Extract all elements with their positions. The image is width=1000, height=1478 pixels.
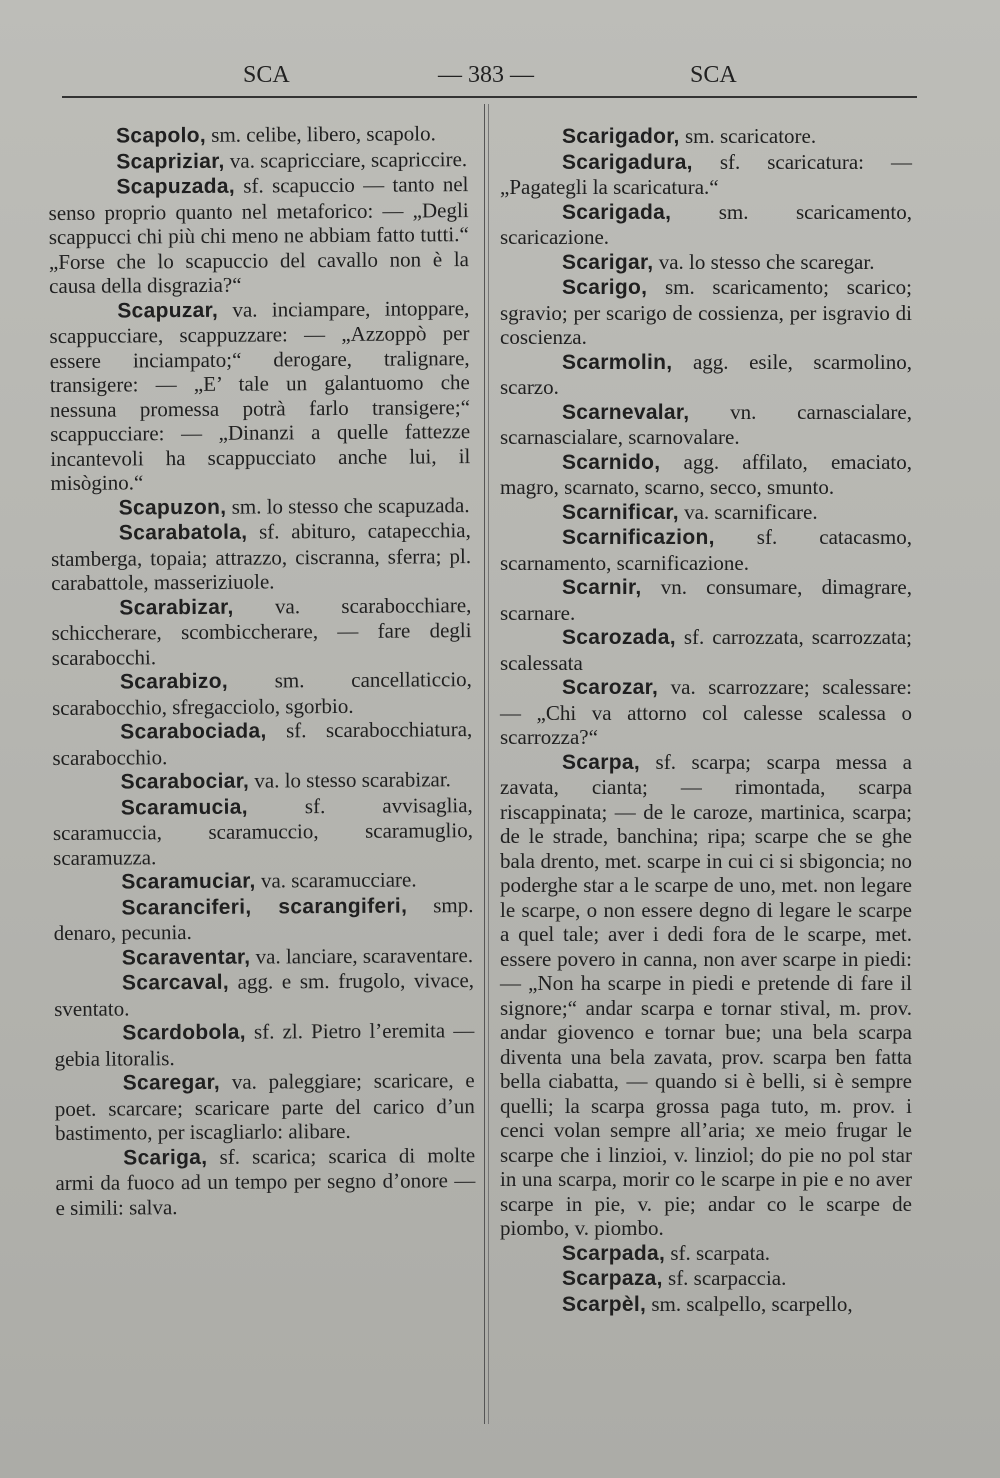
entry-definition: sf. scapuccio — tanto nel senso proprio quanto nel metaforico: — „Degli scappucci chi più chi meno ne abbiam fatto tutti.“ „Forse che lo scapuccio del cavallo non è la causa della disgrazia?“ [48, 172, 470, 298]
dictionary-entry [500, 250, 912, 276]
dictionary-entry [500, 500, 912, 526]
entry-definition: sf. scarabocchiatura, scarabocchio. [52, 717, 473, 770]
dictionary-entry [500, 750, 912, 1241]
dictionary-entry [500, 200, 912, 250]
entry-headword: Scapolo, [116, 123, 207, 148]
dictionary-entry [500, 275, 912, 350]
entry-definition: vn. carnascialare, scarnascialare, scarnovalare. [500, 399, 912, 449]
dictionary-entry [55, 1143, 476, 1220]
entry-definition: va. paleggiare; scaricare, e poet. scarcare; scaricare parte del carico d’un bastimento, per iscagliarlo: alibare. [54, 1068, 475, 1145]
dictionary-entry [48, 147, 468, 175]
entry-headword: Scarigo, [562, 276, 648, 299]
entry-headword: Scarigar, [562, 250, 654, 274]
entry-definition: sf. scarpaccia. [662, 1266, 787, 1290]
entry-definition: va. lo stesso scarabizar. [249, 767, 451, 793]
entry-headword: Scarmolin, [562, 350, 673, 374]
dictionary-entry [500, 450, 912, 500]
entry-definition: sf. carrozzata, scarrozzata; scalessata [500, 625, 912, 675]
entry-headword: Scarnir, [562, 576, 642, 599]
entry-headword: Scarpaza, [562, 1267, 663, 1290]
entry-definition: sf. scaricatura: — „Pagategli la scaricatura.“ [500, 149, 912, 199]
entry-definition: vn. consumare, dimagrare, scarnare. [500, 575, 912, 625]
dictionary-entry [48, 172, 469, 298]
dictionary-entry [500, 400, 912, 450]
dictionary-entry [55, 1068, 476, 1145]
dictionary-entry [52, 717, 472, 770]
entry-headword: Scarabociar, [120, 769, 250, 794]
dictionary-entry [500, 1266, 912, 1292]
left-column [48, 121, 476, 1220]
right-column [500, 124, 912, 1317]
entry-definition: sf. scarica; scarica di molte armi da fuoco ad un tempo per segno d’onore — e simili: salva. [55, 1142, 476, 1220]
page-number: — 383 — [438, 62, 534, 88]
entry-definition: sf. catacasmo, scarnamento, scarnificazione. [500, 525, 912, 575]
entry-definition: sf. abituro, catapecchia, stamberga, topaia; attrazzo, ciscranna, sferra; pl. carabattole, masseriziuole. [50, 518, 472, 595]
dictionary-entry [51, 493, 471, 521]
entry-definition: sm. scaricamento, scaricazione. [500, 199, 912, 249]
dictionary-entry [53, 793, 474, 870]
entry-headword: Scaranciferi, scarangiferi, [121, 894, 408, 920]
entry-headword: Scarigadura, [562, 150, 693, 174]
entry-definition: agg. e sm. frugolo, vivace, sventato. [54, 968, 475, 1021]
entry-headword: Scarigador, [562, 125, 680, 148]
dictionary-entry [53, 867, 473, 895]
dictionary-entry [500, 525, 912, 575]
entry-headword: Scarnevalar, [562, 400, 690, 424]
entry-headword: Scarozada, [562, 626, 676, 649]
header-rule [62, 96, 917, 98]
entry-headword: Scarabizar, [119, 595, 234, 620]
entry-definition: sf. scarpata. [665, 1240, 771, 1265]
dictionary-entry [500, 1241, 912, 1267]
entry-definition: sf. zl. Pietro l’eremita — gebia litoralis. [54, 1018, 475, 1071]
dictionary-entry [51, 518, 472, 595]
dictionary-entry [51, 593, 472, 670]
entry-headword: Scarcaval, [121, 970, 230, 995]
entry-definition: va. scaramucciare. [255, 867, 417, 893]
entry-definition: sm. lo stesso che scapuzada. [226, 492, 470, 519]
dictionary-entry [500, 150, 912, 200]
entry-definition: va. inciampare, intoppare, scappucciare, scappuzzare: — „Azzoppò per essere inciampato;“ derogare, tralignare, transigere: — „E’ tale un galantuomo che nessuna promessa potrà farlo transigere;“ scappucciare: — „Dinanzi a quelle fattezze incantevoli ha scappucciato anche lui, il misògino.“ [49, 295, 471, 495]
entry-headword: Scapuzon, [118, 495, 227, 520]
entry-headword: Scarnido, [562, 450, 661, 474]
entry-headword: Scapuzada, [116, 174, 236, 199]
header-right-guide: SCA [690, 62, 737, 88]
column-divider [484, 104, 489, 1424]
entry-headword: Scapuzar, [117, 298, 219, 323]
entry-headword: Scarpa, [562, 750, 640, 774]
entry-headword: Scaramucia, [120, 795, 248, 820]
entry-definition: va. scarrozzare; scalessare: — „Chi va attorno col calesse scalessa o scarrozza?“ [500, 675, 912, 749]
entry-definition: agg. esile, scarmolino, scarzo. [500, 349, 912, 399]
dictionary-entry [54, 968, 474, 1021]
entry-headword: Scarabociada, [120, 719, 267, 744]
dictionary-entry [500, 675, 912, 750]
entry-definition: sm. scaricamento; scarico; sgravio; per scarigo de cossienza, per isgravio di coscienza. [500, 275, 912, 349]
entry-definition: va. lo stesso che scaregar. [653, 249, 875, 274]
entry-definition: sm. cancellaticcio, scarabocchio, sfregacciolo, sgorbio. [51, 667, 472, 720]
dictionary-entry [500, 575, 912, 625]
header-left-guide: SCA [243, 62, 290, 88]
entry-definition: va. lanciare, scaraventare. [250, 942, 474, 969]
entry-definition: va. scapricciare, scapriccire. [224, 146, 468, 173]
dictionary-entry [500, 124, 912, 150]
dictionary-entry [500, 625, 912, 675]
dictionary-entry [500, 350, 912, 400]
entry-definition: va. scarnificare. [678, 499, 818, 524]
entry-headword: Scapriziar, [116, 149, 225, 174]
entry-definition: sm. scaricatore. [679, 124, 817, 148]
entry-headword: Scariga, [123, 1145, 208, 1169]
entry-headword: Scaramuciar, [121, 869, 256, 894]
dictionary-entry [48, 121, 468, 149]
entry-headword: Scarozar, [562, 676, 659, 699]
entry-definition: smp. denaro, pecunia. [53, 892, 474, 945]
entry-headword: Scarpèl, [562, 1292, 647, 1316]
dictionary-entry [53, 767, 473, 795]
dictionary-entry [54, 943, 474, 971]
dictionary-entry [52, 667, 472, 720]
entry-headword: Scarigada, [562, 200, 672, 224]
entry-definition: agg. affilato, emaciato, magro, scarnato, scarno, secco, smunto. [500, 449, 912, 499]
entry-headword: Scarnificar, [562, 500, 679, 524]
entry-headword: Scarabatola, [118, 520, 248, 545]
entry-definition: va. scarabocchiare, schiccherare, scombiccherare, — fare degli scarabocchi. [51, 592, 472, 670]
entry-headword: Scaraventar, [121, 945, 251, 970]
entry-definition: sf. scarpa; scarpa messa a zavata, cianta; — rimontada, scarpa riscappinata; — de le caroze, martinica, scarpa; de le strade, banchina; ripa; scarpe che se ghe bala drento, met. scarpe in cui ci si sbigoncia; no poderghe star a le scarpe de uno, met. non legare le scarpe, o non essere degno di legare le scarpe a quel tale; aver i dedi fora de le scarpe, met. essere povero in canna, non aver scarpe in piedi: — „Non ha scarpe in piedi e pretende di fare il signore;“ andar scarpa e tornar stival, m. prov. andar giovenco e tornar bue; una bela scarpa diventa una bela zavata, prov. scarpa ben fatta bella ciabatta, — quando si è belli, si è sempre quelli; la scarpa grossa paga tuto, m. prov. i cenci volan sempre all’aria; xe meio frugar le scarpe che i linzioi, v. linziol; do pie no pol star in una scarpa, morir co le scarpe in pie e no aver scarpe in pie, v. pie; andar co le scarpe de piombo, v. piombo. [500, 749, 912, 1240]
dictionary-entry [54, 1018, 474, 1071]
entry-headword: Scaregar, [122, 1070, 221, 1095]
dictionary-entry [500, 1292, 912, 1318]
entry-definition: sm. scalpello, scarpello, [646, 1291, 853, 1316]
entry-headword: Scarnificazion, [562, 526, 715, 549]
entry-headword: Scarpada, [562, 1241, 666, 1265]
dictionary-entry [49, 296, 470, 496]
dictionary-entry [53, 893, 473, 946]
entry-headword: Scardobola, [122, 1020, 246, 1045]
entry-definition: sm. celibe, libero, scapolo. [205, 121, 436, 147]
entry-definition: sf. avvisaglia, scaramuccia, scaramuccio, scaramuglio, scaramuzza. [52, 792, 474, 870]
entry-headword: Scarabizo, [119, 669, 229, 694]
running-header [0, 62, 1000, 96]
